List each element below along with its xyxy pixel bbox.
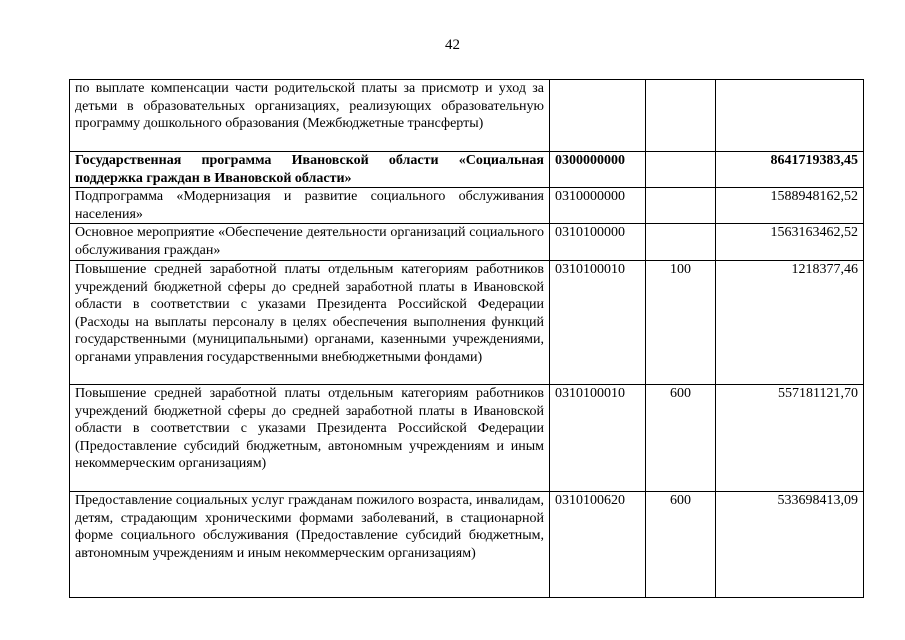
row-amount: 8641719383,45 [716, 152, 864, 188]
row-code [550, 80, 646, 152]
table-row [70, 80, 864, 152]
row-code: 0310100010 [550, 385, 646, 492]
row-expense-type [646, 80, 716, 152]
row-code: 0310100000 [550, 224, 646, 261]
row-expense-type [646, 224, 716, 261]
row-description: по выплате компенсации части родительской платы за присмотр и уход за детьми в образовательных организациях, реализующих образовательную программу дошкольного образования (Межбюджетные трансферты) [70, 80, 550, 152]
row-description: Основное мероприятие «Обеспечение деятельности организаций социального обслуживания граждан» [70, 224, 550, 261]
row-expense-type: 100 [646, 261, 716, 385]
row-description: Государственная программа Ивановской области «Социальная поддержка граждан в Ивановской области» [70, 152, 550, 188]
row-description: Предоставление социальных услуг гражданам пожилого возраста, инвалидам, детям, страдающим хроническими формами заболеваний, в стационарной форме социального обслуживания (Предоставление субсидий бюджетным, автономным учреждениям и иным некоммерческим организациям) [70, 492, 550, 598]
budget-table [69, 79, 864, 598]
row-code: 0300000000 [550, 152, 646, 188]
row-amount: 533698413,09 [716, 492, 864, 598]
row-expense-type [646, 188, 716, 224]
row-expense-type [646, 152, 716, 188]
table-row [70, 188, 864, 224]
row-description: Повышение средней заработной платы отдельным категориям работников учреждений бюджетной сферы до средней заработной платы в Ивановской области в соответствии с указами Президента Российской Федерации (Предоставление субсидий бюджетным, автономным учреждениям и иным некоммерческим организациям) [70, 385, 550, 492]
row-amount: 557181121,70 [716, 385, 864, 492]
table-row [70, 152, 864, 188]
row-code: 0310100010 [550, 261, 646, 385]
row-code: 0310100620 [550, 492, 646, 598]
row-code: 0310000000 [550, 188, 646, 224]
row-expense-type: 600 [646, 492, 716, 598]
row-description: Подпрограмма «Модернизация и развитие социального обслуживания населения» [70, 188, 550, 224]
page-number: 42 [445, 37, 460, 53]
row-amount: 1563163462,52 [716, 224, 864, 261]
row-amount [716, 80, 864, 152]
table-row [70, 385, 864, 492]
row-description: Повышение средней заработной платы отдельным категориям работников учреждений бюджетной сферы до средней заработной платы в Ивановской области в соответствии с указами Президента Российской Федерации (Расходы на выплаты персоналу в целях обеспечения выполнения функций государственными (муниципальными) органами, казенными учреждениями, органами управления государственными внебюджетными фондами) [70, 261, 550, 385]
row-amount: 1218377,46 [716, 261, 864, 385]
table-row [70, 224, 864, 261]
table-row [70, 261, 864, 385]
row-amount: 1588948162,52 [716, 188, 864, 224]
table-row [70, 492, 864, 598]
row-expense-type: 600 [646, 385, 716, 492]
